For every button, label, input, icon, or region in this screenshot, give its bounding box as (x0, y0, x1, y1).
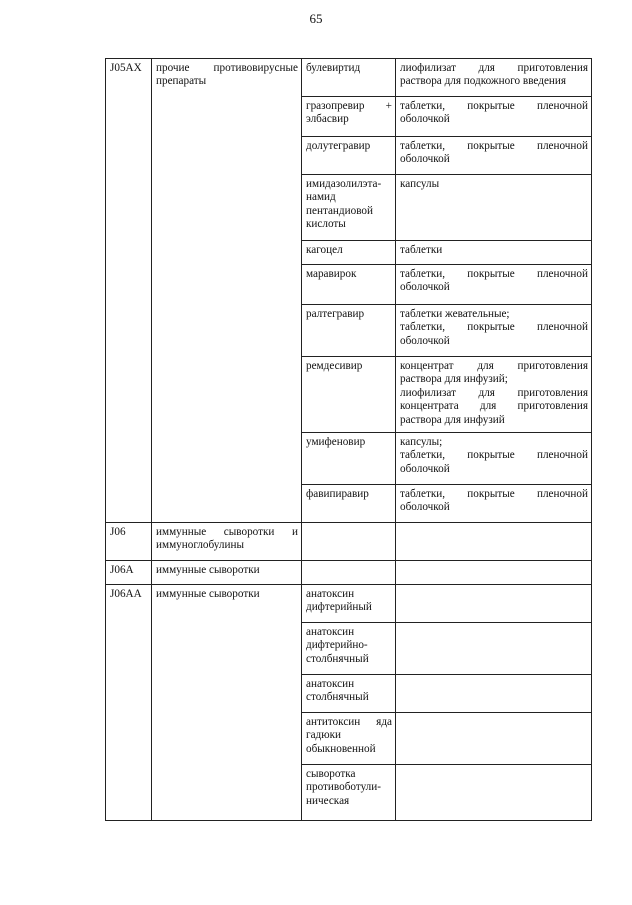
atc-code-cell: J05AX (106, 59, 152, 523)
dosage-form-cell: лиофилизат для приготовления раствора для подкожного введения (396, 59, 592, 97)
drug-name-cell (302, 523, 396, 561)
table-row (106, 585, 592, 623)
group-name-cell: иммунные сыворотки (152, 561, 302, 585)
dosage-form-cell: таблетки, покрытые пленочной оболочкой (396, 485, 592, 523)
dosage-form-cell (396, 675, 592, 713)
drug-name-cell: анатоксин дифтерийно- столбнячный (302, 623, 396, 675)
drug-name-cell: сыворотка противоботули- ническая (302, 765, 396, 821)
table-row (106, 561, 592, 585)
drug-name-cell: ралтегравир (302, 305, 396, 357)
atc-code-cell: J06 (106, 523, 152, 561)
dosage-form-cell (396, 623, 592, 675)
dosage-form-cell: капсулы; таблетки, покрытые пленочной оболочкой (396, 433, 592, 485)
table-row (106, 523, 592, 561)
drug-name-cell: гразопревир + элбасвир (302, 97, 396, 137)
drug-name-cell (302, 561, 396, 585)
dosage-form-cell (396, 561, 592, 585)
drug-name-cell: антитоксин яда гадюки обыкновенной (302, 713, 396, 765)
dosage-form-cell (396, 713, 592, 765)
dosage-form-cell (396, 765, 592, 821)
drug-name-cell: фавипиравир (302, 485, 396, 523)
dosage-form-cell: таблетки, покрытые пленочной оболочкой (396, 265, 592, 305)
dosage-form-cell: таблетки (396, 241, 592, 265)
dosage-form-cell: капсулы (396, 175, 592, 241)
table-row (106, 59, 592, 97)
drug-table (105, 58, 592, 821)
group-name-cell: иммунные сыворотки и иммуноглобулины (152, 523, 302, 561)
drug-name-cell: булевиртид (302, 59, 396, 97)
drug-name-cell: маравирок (302, 265, 396, 305)
dosage-form-cell (396, 585, 592, 623)
drug-name-cell: анатоксин дифтерийный (302, 585, 396, 623)
drug-name-cell: ремдесивир (302, 357, 396, 433)
drug-name-cell: долутегравир (302, 137, 396, 175)
group-name-cell: прочие противовирусные препараты (152, 59, 302, 523)
dosage-form-cell: таблетки жевательные; таблетки, покрытые пленочной оболочкой (396, 305, 592, 357)
dosage-form-cell (396, 523, 592, 561)
drug-name-cell: анатоксин столбнячный (302, 675, 396, 713)
atc-code-cell: J06A (106, 561, 152, 585)
dosage-form-cell: таблетки, покрытые пленочной оболочкой (396, 137, 592, 175)
group-name-cell: иммунные сыворотки (152, 585, 302, 821)
drug-name-cell: умифеновир (302, 433, 396, 485)
atc-code-cell: J06AA (106, 585, 152, 821)
page-number: 65 (309, 11, 323, 26)
drug-name-cell: имидазолилэта- намид пентандиовой кислоты (302, 175, 396, 241)
dosage-form-cell: таблетки, покрытые пленочной оболочкой (396, 97, 592, 137)
drug-name-cell: кагоцел (302, 241, 396, 265)
dosage-form-cell: концентрат для приготовления раствора для инфузий; лиофилизат для приготовления концентрата для приготовления раствора для инфузий (396, 357, 592, 433)
